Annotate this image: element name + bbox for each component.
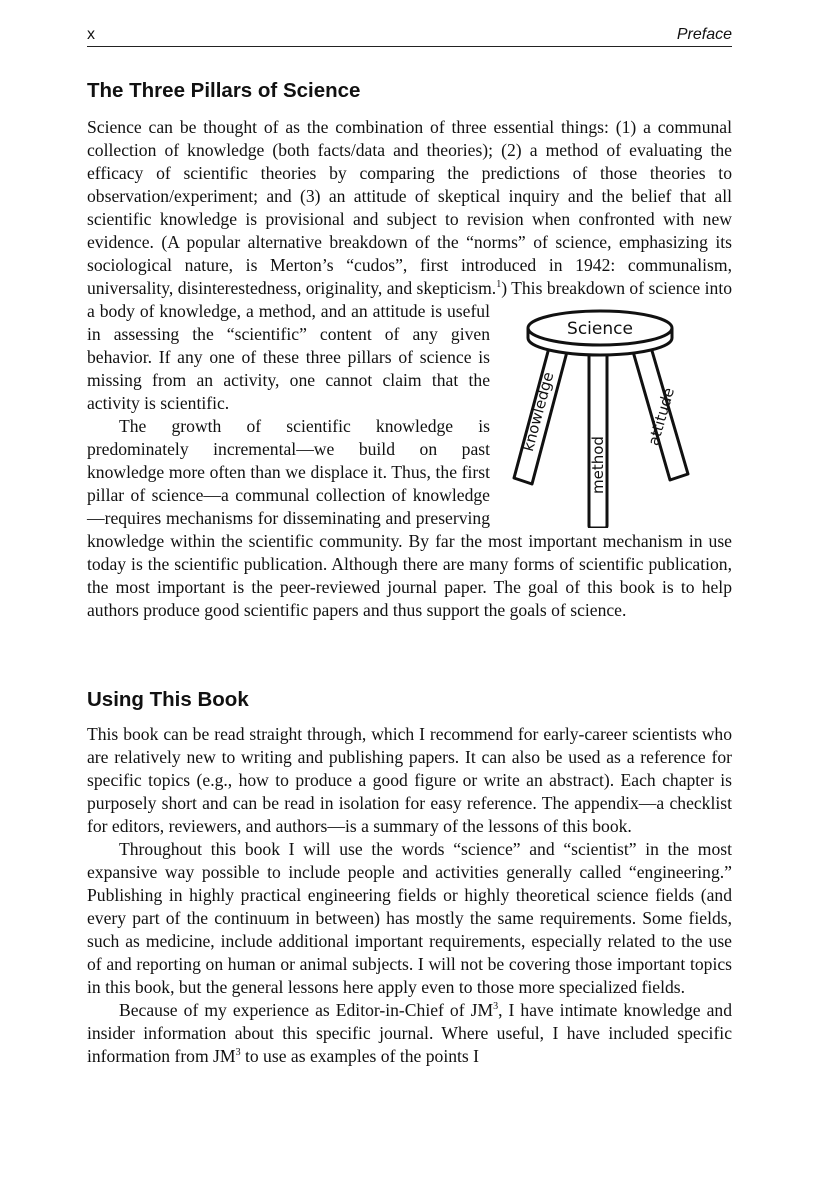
section-using-book-text <box>87 723 732 1068</box>
superscript: 3 <box>493 1001 499 1013</box>
heading-three-pillars: The Three Pillars of Science <box>87 79 361 102</box>
page-number: x <box>87 26 95 43</box>
three-legged-stool-figure <box>506 300 732 528</box>
superscript: 3 <box>235 1047 241 1059</box>
stool-seat <box>528 311 672 355</box>
heading-using-this-book: Using This Book <box>87 688 249 711</box>
paragraph: Throughout this book I will use the words “science” and “scientist” in the most expansive way possible to include people and activities generally called “engineering.” Publishing in highly practical engineering fields or highly theoretical science fields (and every part of the continuum in between) has mostly the same requirements. Some fields, such as medicine, include additional important requirements, especially related to the use of and reporting on human or animal subjects. I will not be covering those important topics in this book, but the general lessons here apply even to those more specialized fields. <box>87 839 732 997</box>
paragraph <box>87 999 732 1068</box>
leg-left-label: knowledge <box>518 370 558 454</box>
paragraph-part: Science can be thought of as the combination of three essential things: (1) a communal collection of knowledge (both facts/data and theories); (2) a method of evaluating the efficacy of scientific theories by comparing the predictions of those theories to observation/experiment; and (3) an attitude of skeptical inquiry and the belief that all scientific knowledge is provisional and subject to revision when confronted with new evidence. (A popular alternative breakdown of the “norms” of science, emphasizing its sociological nature, is Merton’s “cudos”, first introduced in 1942: communalism, universality, disinterestedness, originality, and skepticism. <box>87 117 732 298</box>
chapter-title: Preface <box>676 26 732 43</box>
paragraph <box>87 116 733 494</box>
leg-middle-label: method <box>589 436 607 494</box>
paragraph-part: to use as examples of the points I <box>240 1046 480 1066</box>
paragraph-part: Because of my experience as Editor-in-Chief of JM <box>119 1000 494 1020</box>
stool-leg-middle <box>589 350 607 528</box>
paragraph: This book can be read straight through, which I recommend for early-career scientists who are relatively new to writing and publishing papers. It can also be used as a reference for specific topics (e.g., how to produce a good figure or write an abstract). Each chapter is purposely short and can be read in isolation for easy reference. The appendix—a checklist for editors, reviewers, and authors—is a summary of the lessons of this book. <box>87 724 732 836</box>
paragraph: The growth of scientific knowledge is predominately incremental—we build on past knowledge more often than we displace it. Thus, the first pillar of science—a communal collection of knowledge—requires mechanisms for disseminating and preserving knowledge within the scientific community. By far the most important mechanism in use today is the scientific publication. Although there are many forms of scientific publication, the most important is the peer-reviewed journal paper. The goal of this book is to help authors produce good scientific papers and thus support the goals of science. <box>87 416 732 620</box>
running-head <box>87 24 732 47</box>
leg-right-label: attitude <box>644 385 679 448</box>
book-page <box>87 0 732 1200</box>
paragraph-part: , I have intimate knowledge and insider information about this specific journal. Where useful, I have included specific information from JM <box>87 1000 733 1066</box>
paragraph-part: ) This breakdown of science into a body of knowledge, a method, and an attitude is useful in assessing the “scientific” content of any given behavior. If any one of these three pillars of science is missing from an activity, one cannot claim that the activity is scientific. <box>87 278 733 413</box>
stool-leg-left <box>514 344 568 484</box>
stool-leg-right <box>632 344 688 480</box>
section-three-pillars-text <box>87 116 732 622</box>
stool-illustration <box>506 300 732 528</box>
seat-label: Science <box>567 319 633 339</box>
footnote-ref: 1 <box>496 279 502 291</box>
